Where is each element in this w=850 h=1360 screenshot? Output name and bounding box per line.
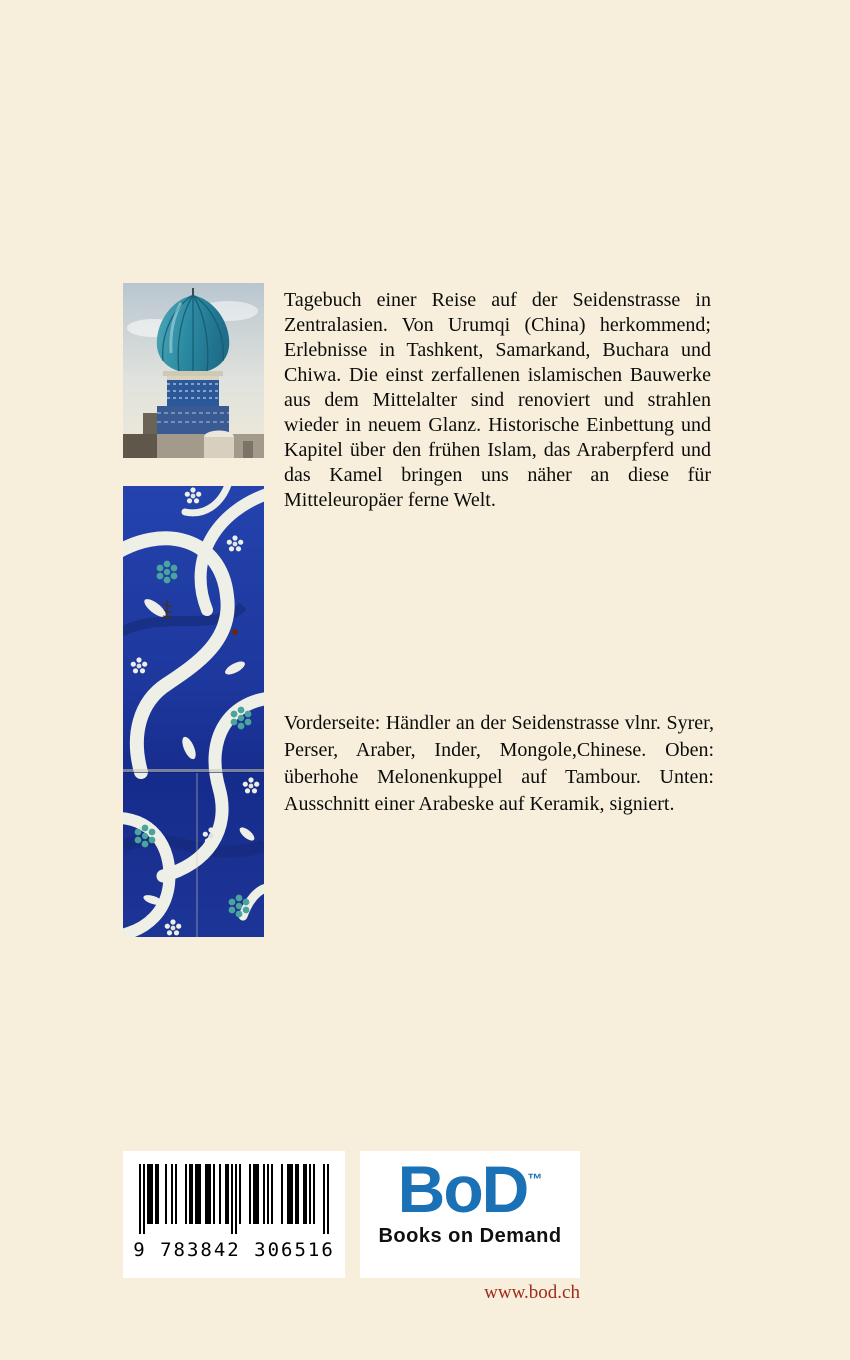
mosque-dome-photo bbox=[123, 283, 264, 458]
blurb-text: Tagebuch einer Reise auf der Seidenstrasse in Zentralasien. Von Urumqi (China) herkommend; Erlebnisse in Tashkent, Samarkand, Buchara und Chiwa. Die einst zerfallenen islamischen Bauwerke aus dem Mittelalter sind renoviert und strahlen wieder in neuem Glanz. Historische Einbettung und Kapitel über den frühen Islam, das Araberpferd und das Kamel bringen uns näher an diese für Mitteleuropäer ferne Welt. bbox=[284, 289, 711, 511]
caption-text: Vorderseite: Händler an der Seidenstrasse vlnr. Syrer, Perser, Araber, Inder, Mongole,Chinese. Oben: überhohe Melonenkuppel auf Tambour. Unten: Ausschnitt einer Arabeske auf Keramik, signiert. bbox=[284, 712, 714, 815]
barcode-bars bbox=[139, 1164, 329, 1224]
bod-logo bbox=[360, 1152, 580, 1226]
arabesque-tile-photo bbox=[123, 486, 264, 937]
barcode bbox=[123, 1151, 345, 1278]
barcode-digits: 9 783842 306516 bbox=[133, 1239, 335, 1261]
arabesque-tile-graphic bbox=[123, 486, 264, 937]
bod-logo-text: BoD bbox=[397, 1152, 528, 1226]
publisher-logo-box bbox=[360, 1151, 580, 1278]
trademark-symbol: ™ bbox=[527, 1171, 543, 1188]
mosque-dome-graphic bbox=[123, 283, 264, 458]
bod-tagline: Books on Demand bbox=[378, 1225, 562, 1248]
publisher-website: www.bod.ch bbox=[484, 1282, 580, 1303]
